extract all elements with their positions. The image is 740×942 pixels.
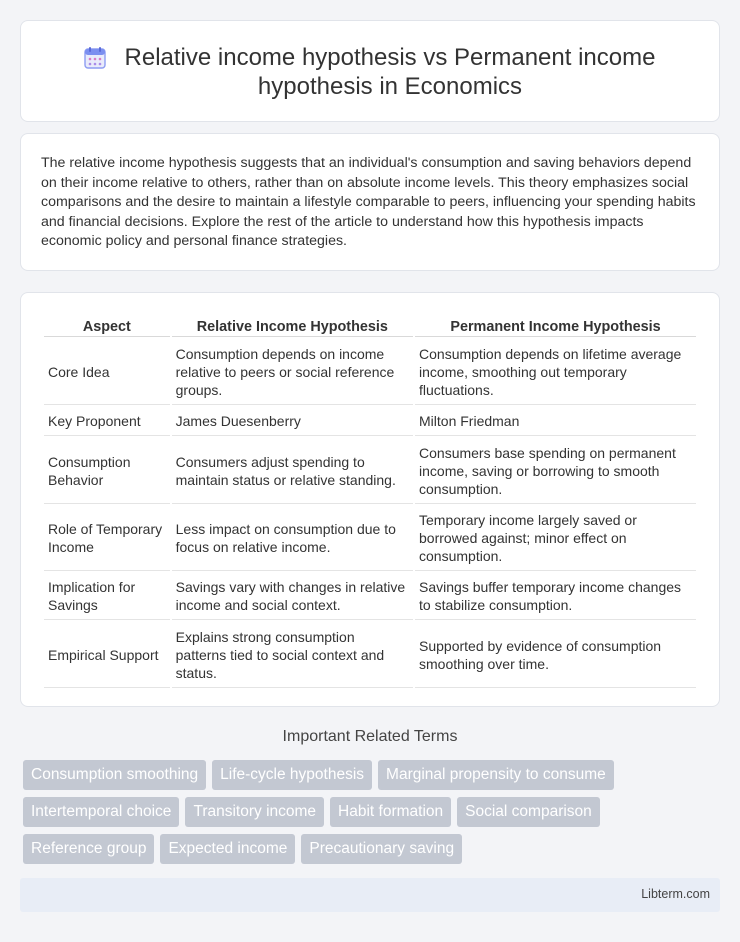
relative-cell: James Duesenberry <box>172 407 413 436</box>
table-row <box>44 339 696 405</box>
related-term-tag[interactable]: Reference group <box>23 834 154 864</box>
comparison-card <box>20 292 720 707</box>
aspect-cell: Implication for Savings <box>44 573 170 620</box>
related-term-tag[interactable]: Expected income <box>160 834 295 864</box>
related-term-tag[interactable]: Life-cycle hypothesis <box>212 760 372 790</box>
comparison-table <box>42 315 698 690</box>
permanent-cell: Temporary income largely saved or borrowed against; minor effect on consumption. <box>415 506 696 571</box>
permanent-cell: Consumption depends on lifetime average income, smoothing out temporary fluctuations. <box>415 339 696 405</box>
table-header-row <box>44 317 696 337</box>
permanent-cell: Milton Friedman <box>415 407 696 436</box>
relative-cell: Less impact on consumption due to focus on relative income. <box>172 506 413 571</box>
permanent-cell: Supported by evidence of consumption smoothing over time. <box>415 622 696 688</box>
aspect-cell: Empirical Support <box>44 622 170 688</box>
table-row <box>44 438 696 504</box>
permanent-cell: Consumers base spending on permanent income, saving or borrowing to smooth consumption. <box>415 438 696 504</box>
table-row <box>44 407 696 436</box>
aspect-cell: Core Idea <box>44 339 170 405</box>
related-term-tag[interactable]: Precautionary saving <box>301 834 462 864</box>
aspect-cell: Key Proponent <box>44 407 170 436</box>
related-term-tag[interactable]: Habit formation <box>330 797 451 827</box>
aspect-cell: Role of Temporary Income <box>44 506 170 571</box>
permanent-cell: Savings buffer temporary income changes to stabilize consumption. <box>415 573 696 620</box>
table-row <box>44 622 696 688</box>
table-row <box>44 573 696 620</box>
column-header: Permanent Income Hypothesis <box>415 317 696 337</box>
related-term-tag[interactable]: Social comparison <box>457 797 600 827</box>
relative-cell: Consumption depends on income relative to peers or social reference groups. <box>172 339 413 405</box>
column-header: Relative Income Hypothesis <box>172 317 413 337</box>
relative-cell: Savings vary with changes in relative income and social context. <box>172 573 413 620</box>
aspect-cell: Consumption Behavior <box>44 438 170 504</box>
intro-card <box>20 133 720 271</box>
relative-cell: Explains strong consumption patterns tied to social context and status. <box>172 622 413 688</box>
intro-paragraph: The relative income hypothesis suggests that an individual's consumption and saving behaviors depend on their income relative to others, rather than on absolute income levels. This theory emphasizes social comparisons and the desire to maintain a lifestyle comparable to peers, influencing your spending habits and financial decisions. Explore the rest of the article to understand how this hypothesis impacts economic policy and personal finance strategies. <box>41 155 696 250</box>
related-terms-list <box>23 760 703 864</box>
footer-site-link[interactable]: Libterm.com <box>641 887 710 901</box>
table-row <box>44 506 696 571</box>
related-term-tag[interactable]: Intertemporal choice <box>23 797 179 827</box>
related-term-tag[interactable]: Transitory income <box>185 797 324 827</box>
relative-cell: Consumers adjust spending to maintain status or relative standing. <box>172 438 413 504</box>
related-term-tag[interactable]: Consumption smoothing <box>23 760 206 790</box>
page-title: Relative income hypothesis vs Permanent income hypothesis in Economics <box>124 44 656 100</box>
related-term-tag[interactable]: Marginal propensity to consume <box>378 760 614 790</box>
footer <box>20 878 720 912</box>
title-card <box>20 20 720 122</box>
related-terms-heading: Important Related Terms <box>282 728 458 745</box>
column-header: Aspect <box>44 317 170 337</box>
